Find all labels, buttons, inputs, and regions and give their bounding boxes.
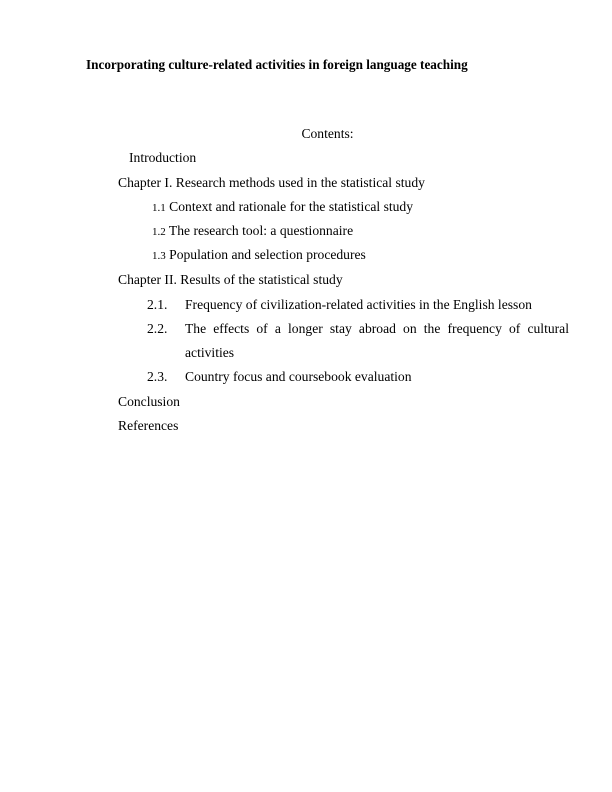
- toc-section-2-2-line2: activities: [185, 345, 235, 360]
- section-number-2-1: 2.1.: [147, 297, 168, 312]
- toc-chapter-2: Chapter II. Results of the statistical study: [118, 272, 343, 287]
- contents-heading: Contents:: [301, 126, 354, 141]
- toc-section-1-3: [152, 247, 366, 263]
- document-title: Incorporating culture-related activities in foreign language teaching: [86, 57, 468, 72]
- toc-section-2-2-line1: The effects of a longer stay abroad on the frequency of cultural: [185, 321, 569, 336]
- section-number-2-3: 2.3.: [147, 369, 168, 384]
- toc-conclusion: Conclusion: [118, 394, 180, 409]
- section-label: Context and rationale for the statistical study: [169, 199, 414, 214]
- toc-section-1-2: [152, 223, 353, 239]
- section-label: Population and selection procedures: [169, 247, 366, 262]
- toc-references: References: [118, 418, 179, 433]
- section-number: 1.1: [152, 202, 166, 214]
- toc-section-2-1: Frequency of civilization-related activities in the English lesson: [185, 297, 532, 312]
- section-number: 1.3: [152, 250, 166, 262]
- section-label: The research tool: a questionnaire: [168, 223, 354, 238]
- toc-chapter-1: Chapter I. Research methods used in the statistical study: [118, 175, 425, 190]
- toc-introduction: Introduction: [129, 150, 197, 165]
- section-number-2-2: 2.2.: [147, 321, 168, 336]
- section-number: 1.2: [152, 226, 166, 238]
- toc-section-1-1: [152, 199, 413, 215]
- toc-section-2-3: Country focus and coursebook evaluation: [185, 369, 412, 384]
